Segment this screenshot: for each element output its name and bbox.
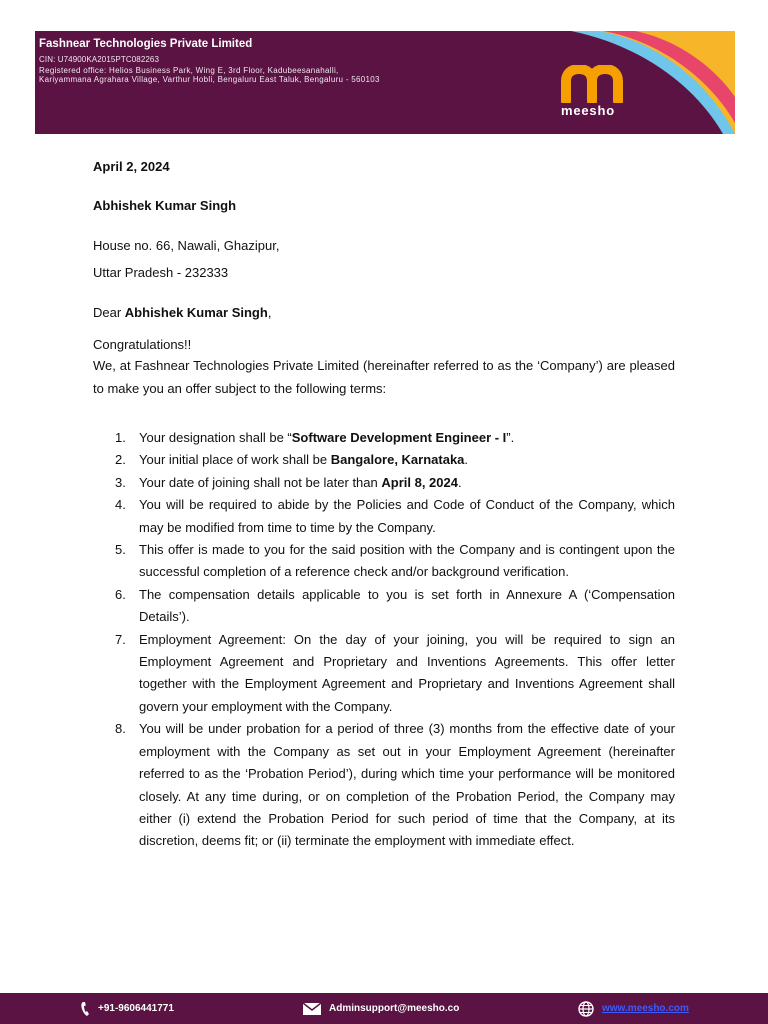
letter-footer	[0, 993, 768, 1024]
footer-website	[578, 993, 689, 1024]
list-item: 7. Employment Agreement: On the day of your joining, you will be required to sign an Employment Agreement and Proprietary and Inventions Agreements. This offer letter together with the Employment Agreement and Proprietary and Inventions Agreement shall govern your employment with the Company.	[115, 631, 675, 714]
list-item: 5. This offer is made to you for the said position with the Company and is contingent upon the successful completion of a reference check and/or background verification.	[115, 542, 675, 580]
list-item: 8. You will be under probation for a period of three (3) months from the effective date of your employment with the Company as set out in your Employment Agreement (hereinafter referred to as the ‘Probation Period’), during which time your performance will be monitored closely. At any time during, or on completion of the Probation Period, the Company may either (i) extend the Probation Period for such period of time that the Company, at its discretion, deems fit; or (ii) terminate the employment with immediate effect.	[115, 721, 675, 849]
letterhead-banner	[35, 31, 735, 134]
mail-icon	[303, 1003, 321, 1015]
congratulations: Congratulations!!	[93, 337, 192, 352]
company-cin: CIN: U74900KA2015PTC082263	[39, 55, 160, 64]
phone-icon	[80, 1001, 90, 1017]
email-address: Adminsupport@meesho.co	[329, 1003, 460, 1014]
list-item: 2. Your initial place of work shall be Bangalore, Karnataka.	[115, 452, 469, 468]
logo-wordmark: meesho	[561, 103, 615, 118]
intro-paragraph: We, at Fashnear Technologies Private Limited (hereinafter referred to as the ‘Company’) are pleased to make you an offer subject to the following terms:	[93, 358, 675, 396]
phone-number: +91-9606441771	[98, 1003, 174, 1014]
list-item: 1. Your designation shall be “Software Development Engineer - I”.	[115, 430, 515, 445]
salutation	[93, 305, 271, 320]
salutation-prefix: Dear	[93, 305, 125, 320]
registered-address: Registered office: Helios Business Park, Wing E, 3rd Floor, Kadubeesanahalli, Kariyammana Agrahara Village, Varthur Hobli, Bengaluru East Taluk, Bengaluru - 560103	[39, 66, 380, 84]
list-item: 4. You will be required to abide by the Policies and Code of Conduct of the Company, which may be modified from time to time by the Company.	[115, 497, 675, 535]
meesho-logo	[560, 65, 636, 129]
offer-terms-list	[93, 427, 675, 853]
company-name: Fashnear Technologies Private Limited	[39, 38, 253, 50]
list-item: 6. The compensation details applicable to you is set forth in Annexure A (‘Compensation Details’).	[115, 586, 675, 625]
recipient-name: Abhishek Kumar Singh	[93, 198, 237, 213]
list-item: 3. Your date of joining shall not be later than April 8, 2024.	[115, 474, 462, 490]
meesho-m-icon	[560, 65, 632, 103]
recipient-address-line2: Uttar Pradesh - 232333	[93, 265, 229, 280]
footer-phone	[80, 993, 174, 1024]
recipient-address-line1: House no. 66, Nawali, Ghazipur,	[93, 238, 280, 253]
salutation-name: Abhishek Kumar Singh	[124, 305, 268, 320]
footer-email	[303, 993, 459, 1024]
letter-date: April 2, 2024	[93, 159, 170, 174]
globe-icon	[578, 1001, 594, 1017]
salutation-suffix: ,	[267, 305, 272, 320]
website-link[interactable]: www.meesho.com	[602, 1003, 689, 1014]
